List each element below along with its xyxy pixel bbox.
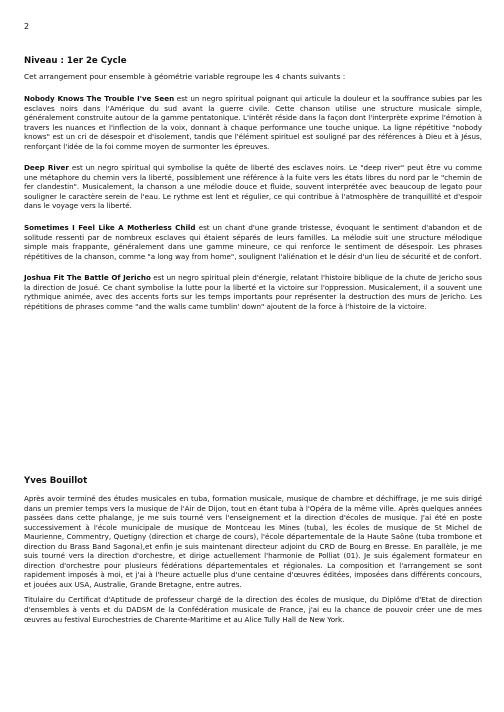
song-text: est un negro spiritual poignant qui articule la douleur et la souffrance subies par les esclaves noirs dans l'Amérique du sud avant la guerre civile. Cette chanson utilise une structure musicale simple, généralement construite autour de la gamme pentatonique. L'intérêt réside dans la façon dont l'interprète exprime l'émotion à travers les nuances et l'inflection de la voix, donnant à chaque performance une touche unique. La ligne répétitive "nobody knows" est un cri de désespoir et d'isolement, tandis que l'élément spirituel est souligné par des références à Dieu et à Jésus, renforçant l'idée de la foi comme moyen de surmonter les épreuves. xyxy=(24,94,483,151)
song-text: est un negro spiritual plein d'énergie, relatant l'histoire biblique de la chute de Jericho sous la direction de Josué. Ce chant symbolise la lutte pour la liberté et la victoire sur l'oppression. Musicalement, il a souvent une rythmique animée, avec des accents forts sur les temps importants pour représenter la destruction des murs de Jericho. Les répétitions de phrases comme "and the walls came tumblin' down" ajoutent de la force à l'histoire de la victoire. xyxy=(24,273,482,311)
song-title: Nobody Knows The Trouble I've Seen xyxy=(24,94,175,103)
bio-paragraph: Après avoir terminé des études musicales en tuba, formation musicale, musique de chambre et déchiffrage, je me suis dirigé dans un premier temps vers la musique de l'Air de Dijon, tout en étant tuba à l'Opéra de la même ville. Après quelques années passées dans cette phalange, je me suis tourné vers l'enseignement et la direction d'écoles de musique. J'ai été en poste successivement à l'école municipale de musique de Montceau les Mines (tuba), les écoles de musique de St Michel de Maurienne, Commentry, Quetigny (direction et charge de cours), l'école départementale de la Haute Saône (tuba trombone et direction du Brass Band Sagona),et enfin je suis maintenant directeur adjoint du CRD de Bourg en Bresse. En parallèle, je me suis tourné vers la direction d'orchestre, et dirige actuellement l'harmonie de Polliat (01). Je suis également formateur en direction d'orchestre pour plusieurs fédérations départementales et régionales. La composition et l'arrangement se sont rapidement imposés à moi, et j'ai à l'heure actuelle plus d'une centaine d'œuvres éditées, imposées dans différents concours, et jouées aux USA, Australie, Grande Bretagne, entre autres. xyxy=(24,494,482,589)
bio-paragraph: Titulaire du Certificat d'Aptitude de professeur chargé de la direction des écoles de musique, du Diplôme d'Etat de direction d'ensembles à vents et du DADSM de la Confédération musicale de France, j'ai eu la chance de pouvoir créer une de mes œuvres au festival Eurochestries de Charente-Maritime et au Alice Tully Hall de New York. xyxy=(24,595,482,624)
level-heading: Niveau : 1er 2e Cycle xyxy=(24,56,127,66)
song-text: est un chant d'une grande tristesse, évoquant le sentiment d'abandon et de solitude ressenti par de nombreux esclaves qui étaient séparés de leurs familles. La mélodie suit une structure mélodique simple mais frappante, généralement dans une gamme mineure, ce qui renforce le sentiment de désespoir. Les phrases répétitives de la chanson, comme "a long way from home", soulignent l'aliénation et le désir d'un lieu de sécurité et de confort. xyxy=(24,223,482,261)
song-paragraph xyxy=(24,223,482,261)
composer-name: Yves Bouillot xyxy=(24,476,88,486)
song-text: est un negro spiritual qui symbolise la quête de liberté des esclaves noirs. Le "deep river" peut être vu comme une métaphore du chemin vers la liberté, possiblement une référence à la fuite vers les états libres du nord par le "chemin de fer clandestin". Musicalement, la chanson a une mélodie douce et fluide, souvent interprétée avec beaucoup de legato pour souligner le caractère serein de l'eau. Le rythme est lent et régulier, ce qui contribue à l'atmosphère de tranquillité et d'espoir dans le voyage vers la liberté. xyxy=(24,163,482,211)
page-number: 2 xyxy=(24,22,30,31)
song-paragraph xyxy=(24,273,482,311)
song-title: Sometimes I Feel Like A Motherless Child xyxy=(24,223,196,233)
song-descriptions xyxy=(24,94,482,323)
song-paragraph xyxy=(24,94,482,151)
intro-text: Cet arrangement pour ensemble à géométrie variable regroupe les 4 chants suivants : xyxy=(24,72,346,81)
composer-biography xyxy=(24,494,482,630)
song-title: Deep River xyxy=(24,163,69,173)
song-title: Joshua Fit The Battle Of Jericho xyxy=(24,273,151,283)
song-paragraph xyxy=(24,163,482,211)
